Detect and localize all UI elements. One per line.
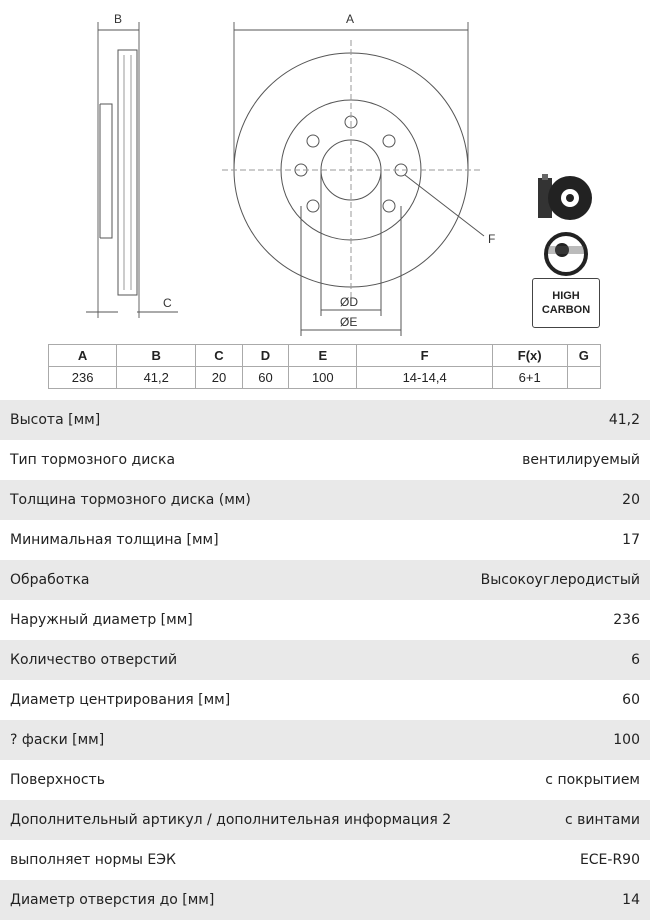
spec-value: 17 xyxy=(622,532,640,548)
spec-label: ? фаски [мм] xyxy=(10,732,105,748)
specs-table xyxy=(0,400,650,920)
spec-label: Количество отверстий xyxy=(10,652,178,668)
spec-label: выполняет нормы ЕЭК xyxy=(10,852,176,868)
dimension-value: 41,2 xyxy=(117,367,196,389)
spec-row xyxy=(0,600,650,640)
spec-label: Тип тормозного диска xyxy=(10,452,176,468)
dimension-header: F(x) xyxy=(492,345,567,367)
spec-label: Поверхность xyxy=(10,772,105,788)
dimension-table xyxy=(48,344,601,389)
high-carbon-badge xyxy=(532,278,600,328)
spec-label: Дополнительный артикул / дополнительная информация 2 xyxy=(10,812,452,828)
spec-row xyxy=(0,560,650,600)
spec-value: 60 xyxy=(622,692,640,708)
spec-value: с покрытием xyxy=(545,772,640,788)
label-c: C xyxy=(163,296,172,310)
disc-coating-icon xyxy=(530,170,602,280)
spec-label: Диаметр отверстия до [мм] xyxy=(10,892,215,908)
spec-value: 6 xyxy=(631,652,640,668)
label-e: ØE xyxy=(340,315,358,329)
spec-label: Высота [мм] xyxy=(10,412,101,428)
dimension-header: B xyxy=(117,345,196,367)
spec-value: вентилируемый xyxy=(522,452,640,468)
spec-label: Наружный диаметр [мм] xyxy=(10,612,193,628)
dimension-value-row xyxy=(49,367,601,389)
spec-row xyxy=(0,440,650,480)
spec-row xyxy=(0,840,650,880)
spec-label: Минимальная толщина [мм] xyxy=(10,532,219,548)
dimension-header: D xyxy=(242,345,288,367)
spec-row xyxy=(0,520,650,560)
spec-label: Обработка xyxy=(10,572,90,588)
spec-label: Диаметр центрирования [мм] xyxy=(10,692,231,708)
spec-value: 41,2 xyxy=(608,412,640,428)
spec-row xyxy=(0,680,650,720)
badge-line-1: HIGH xyxy=(552,290,580,302)
label-f: F xyxy=(488,232,496,246)
label-a: A xyxy=(346,12,355,26)
dimension-header: E xyxy=(289,345,357,367)
spec-value: 14 xyxy=(622,892,640,908)
label-b: B xyxy=(114,12,123,26)
spec-row xyxy=(0,400,650,440)
spec-row xyxy=(0,800,650,840)
disc-side-view xyxy=(86,22,178,318)
dimension-header: F xyxy=(357,345,492,367)
technical-drawing xyxy=(0,0,650,400)
dimension-value: 20 xyxy=(196,367,242,389)
dimension-value: 60 xyxy=(242,367,288,389)
spec-value: 100 xyxy=(613,732,640,748)
dimension-value: 100 xyxy=(289,367,357,389)
spec-row xyxy=(0,480,650,520)
dimension-header: A xyxy=(49,345,117,367)
dimension-value xyxy=(567,367,600,389)
spec-row xyxy=(0,720,650,760)
spec-value: ECE-R90 xyxy=(579,852,640,868)
dimension-value: 14-14,4 xyxy=(357,367,492,389)
spec-value: 20 xyxy=(622,492,640,508)
spec-label: Толщина тормозного диска (мм) xyxy=(10,492,251,508)
label-d: ØD xyxy=(340,295,358,309)
dimension-value: 236 xyxy=(49,367,117,389)
spec-row xyxy=(0,760,650,800)
spec-value: Высокоуглеродистый xyxy=(480,572,640,588)
dimension-header-row xyxy=(49,345,601,367)
spec-row xyxy=(0,640,650,680)
spec-value: 236 xyxy=(613,612,640,628)
spec-value: с винтами xyxy=(564,812,640,828)
spec-row xyxy=(0,880,650,920)
dimension-header: C xyxy=(196,345,242,367)
badge-line-2: CARBON xyxy=(541,304,591,316)
dimension-header: G xyxy=(567,345,600,367)
dimension-value: 6+1 xyxy=(492,367,567,389)
disc-front-view xyxy=(222,22,484,336)
